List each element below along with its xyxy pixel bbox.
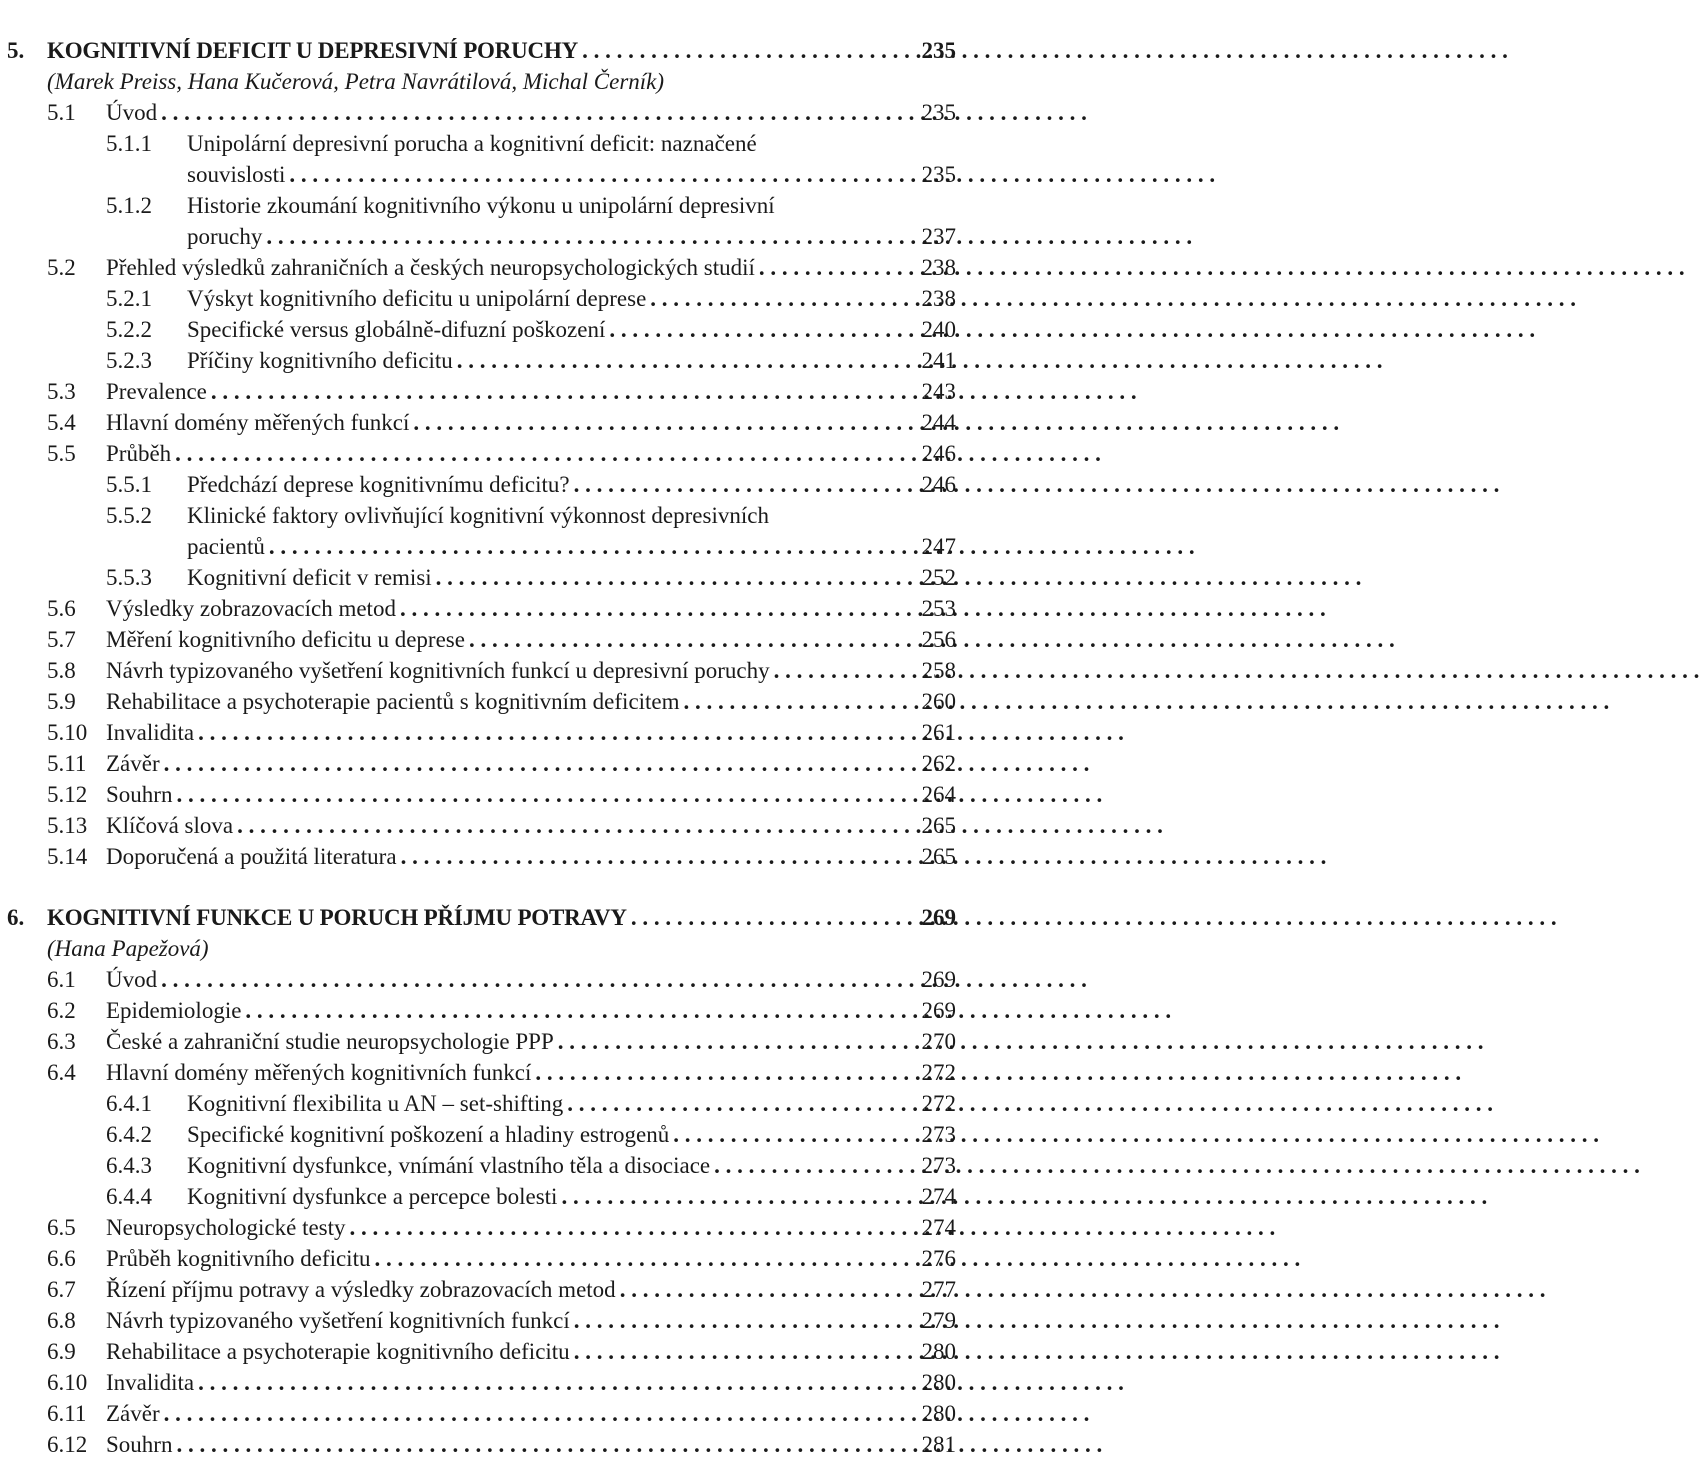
toc-entry[interactable] [0,97,960,128]
toc-entry[interactable] [0,1398,960,1429]
chapter-authors: (Marek Preiss, Hana Kučerová, Petra Navrátilová, Michal Černík) [47,69,665,94]
dot-leader [535,1057,917,1088]
toc-entry-title: poruchy [187,224,263,249]
toc-entry-number: 5.5.1 [106,472,152,497]
toc-page-number: 238 [921,255,956,280]
toc-entry-title: Prevalence [106,379,207,404]
toc-entry-number: 6.8 [47,1308,76,1333]
toc-entry[interactable] [0,1026,960,1057]
dot-leader [198,717,917,748]
toc-entry[interactable] [0,655,960,686]
toc-entry-title: Neuropsychologické testy [106,1215,346,1240]
toc-entry-number: 5.6 [47,596,76,621]
toc-entry-number: 6. [7,905,25,930]
toc-page-number: 265 [921,844,956,869]
toc-entry[interactable] [0,1305,960,1336]
dot-leader [175,438,917,469]
toc-page-number: 276 [921,1246,956,1271]
dot-leader [620,1274,918,1305]
toc-entry-number: 5.9 [47,689,76,714]
toc-entry-number: 6.6 [47,1246,76,1271]
toc-entry-number: 6.12 [47,1432,88,1457]
toc-entry-title: Příčiny kognitivního deficitu [187,348,453,373]
toc-entry-title: Závěr [106,751,160,776]
toc-entry[interactable] [0,1274,960,1305]
dot-leader [714,1150,917,1181]
toc-page-number: 253 [921,596,956,621]
toc-entry-title: Souhrn [106,1432,173,1457]
toc-entry-number: 6.4.1 [106,1091,152,1116]
toc-entry[interactable] [0,624,960,655]
toc-entry-title: Závěr [106,1401,160,1426]
toc-entry-title: Výskyt kognitivního deficitu u unipolární deprese [187,286,647,311]
toc-entry[interactable] [0,314,960,345]
toc-entry[interactable] [0,159,960,190]
toc-entry-title: Návrh typizovaného vyšetření kognitivních funkcí [106,1308,570,1333]
toc-page-number: 280 [921,1339,956,1364]
toc-entry[interactable] [0,531,960,562]
toc-entry-title: Rehabilitace a psychoterapie kognitivního deficitu [106,1339,570,1364]
toc-entry-title: Hlavní domény měřených funkcí [106,410,410,435]
toc-page-number: 269 [921,967,956,992]
toc-page-number: 246 [921,472,956,497]
dot-leader [269,531,918,562]
toc-entry[interactable] [0,128,960,159]
toc-entry-number: 5.1.1 [106,131,152,156]
toc-entry-number: 5.4 [47,410,76,435]
dot-leader [684,686,918,717]
toc-page-number: 273 [921,1153,956,1178]
toc-entry[interactable] [0,1150,960,1181]
toc-entry[interactable] [0,779,960,810]
toc-entry-number: 6.5 [47,1215,76,1240]
toc-entry-title: souvislosti [187,162,286,187]
toc-entry[interactable] [0,748,960,779]
toc-entry-title: Specifické kognitivní poškození a hladiny estrogenů [187,1122,670,1147]
toc-entry-number: 5.10 [47,720,88,745]
toc-page-number: 281 [921,1432,956,1457]
dot-leader [350,1212,918,1243]
dot-leader [176,1429,917,1460]
toc-page-number: 246 [921,441,956,466]
toc-entry-number: 6.4.2 [106,1122,152,1147]
toc-entry-title: Klíčová slova [106,813,234,838]
toc-entry-title: Výsledky zobrazovacích metod [106,596,396,621]
dot-leader [161,97,917,128]
toc-page-number: 264 [921,782,956,807]
dot-leader [457,345,918,376]
toc-entry[interactable] [0,593,960,624]
toc-entry-title: Návrh typizovaného vyšetření kognitivních funkcí u depresivní poruchy [106,658,770,683]
dot-leader [567,1088,917,1119]
toc-page-number: 244 [921,410,956,435]
toc-page-number: 280 [921,1401,956,1426]
toc-page-number: 235 [921,162,956,187]
toc-page-number: 270 [921,1029,956,1054]
dot-leader [164,748,918,779]
toc-page-number: 243 [921,379,956,404]
toc-entry-number: 5.5.3 [106,565,152,590]
toc-page-number: 279 [921,1308,956,1333]
toc-entry-number: 5.14 [47,844,88,869]
toc-entry-title: Předchází deprese kognitivnímu deficitu? [187,472,570,497]
toc-entry-title: Přehled výsledků zahraničních a českých neuropsychologických studií [106,255,755,280]
dot-leader [469,624,918,655]
toc-entry[interactable] [0,995,960,1026]
dot-leader [609,314,917,345]
toc-page-number: 235 [921,38,956,63]
toc-entry-title: Invalidita [106,720,195,745]
toc-entry-title: pacientů [187,534,265,559]
toc-entry[interactable] [0,1367,960,1398]
toc-page-number: 235 [921,100,956,125]
dot-leader [401,841,918,872]
dot-leader [673,1119,917,1150]
toc-entry[interactable] [0,469,960,500]
toc-page-number: 258 [921,658,956,683]
toc-entry-title: Invalidita [106,1370,195,1395]
toc-page-number: 280 [921,1370,956,1395]
dot-leader [650,283,917,314]
chapter-authors: (Hana Papežová) [47,936,209,961]
toc-entry-title: Rehabilitace a psychoterapie pacientů s kognitivním deficitem [106,689,680,714]
toc-entry-title: Úvod [106,100,158,125]
dot-leader [774,655,918,686]
toc-page-number: 238 [921,286,956,311]
toc-page-number: 237 [921,224,956,249]
toc-entry-title: KOGNITIVNÍ DEFICIT U DEPRESIVNÍ PORUCHY [47,38,579,63]
toc-page-number: 261 [921,720,956,745]
toc-entry[interactable] [0,1088,960,1119]
toc-entry[interactable] [0,438,960,469]
toc-entry-number: 5.7 [47,627,76,652]
toc-page-number: 262 [921,751,956,776]
toc-page-number: 277 [921,1277,956,1302]
toc-entry-title: Epidemiologie [106,998,242,1023]
toc-entry-title: KOGNITIVNÍ FUNKCE U PORUCH PŘÍJMU POTRAVY [47,905,627,930]
toc-entry[interactable] [0,1119,960,1150]
toc-entry-title: Historie zkoumání kognitivního výkonu u unipolární depresivní [187,193,775,218]
toc-page-number: 247 [921,534,956,559]
dot-leader [198,1367,917,1398]
toc-entry[interactable] [0,221,960,252]
dot-leader [413,407,917,438]
dot-leader [574,1336,918,1367]
toc-entry[interactable] [0,500,960,531]
toc-entry-number: 6.4.4 [106,1184,152,1209]
toc-entry-title: Průběh [106,441,172,466]
dot-leader [561,1181,917,1212]
dot-leader [211,376,918,407]
toc-entry-title: Kognitivní deficit v remisi [187,565,432,590]
dot-leader [631,902,918,933]
toc-chapter-heading[interactable] [0,902,960,933]
toc-entry[interactable] [0,376,960,407]
toc-entry-title: Hlavní domény měřených kognitivních funkcí [106,1060,532,1085]
toc-entry[interactable] [0,252,960,283]
toc-entry[interactable] [0,1212,960,1243]
toc-page-number: 252 [921,565,956,590]
dot-leader [436,562,918,593]
toc-page-number: 274 [921,1215,956,1240]
toc-entry[interactable] [0,190,960,221]
toc-entry-title: Měření kognitivního deficitu u deprese [106,627,465,652]
dot-leader [400,593,918,624]
toc-entry[interactable] [0,283,960,314]
toc-entry-title: Kognitivní flexibilita u AN – set-shifting [187,1091,564,1116]
toc-entry[interactable] [0,345,960,376]
toc-entry-number: 6.7 [47,1277,76,1302]
toc-entry-title: Kognitivní dysfunkce, vnímání vlastního těla a disociace [187,1153,711,1178]
toc-entry[interactable] [0,841,960,872]
toc-entry-title: Klinické faktory ovlivňující kognitivní výkonnost depresivních [187,503,769,528]
toc-entry[interactable] [0,1057,960,1088]
toc-entry-number: 5.3 [47,379,76,404]
toc-entry[interactable] [0,562,960,593]
toc-entry-number: 5.11 [47,751,87,776]
toc-entry-number: 6.2 [47,998,76,1023]
toc-entry-title: Doporučená a použitá literatura [106,844,397,869]
toc-entry-title: Souhrn [106,782,173,807]
dot-leader [574,1305,918,1336]
toc-entry-title: České a zahraniční studie neuropsychologie PPP [106,1029,554,1054]
toc-entry-number: 5.5.2 [106,503,152,528]
toc-page-number: 269 [921,998,956,1023]
toc-entry[interactable] [0,810,960,841]
dot-leader [558,1026,918,1057]
toc-entry[interactable] [0,686,960,717]
toc-entry-number: 5.2.3 [106,348,152,373]
toc-entry-number: 6.4.3 [106,1153,152,1178]
toc-entry-number: 6.10 [47,1370,88,1395]
dot-leader [164,1398,918,1429]
dot-leader [582,35,917,66]
toc-entry-title: Řízení příjmu potravy a výsledky zobrazovacích metod [106,1277,616,1302]
dot-leader [374,1243,917,1274]
toc-entry-title: Specifické versus globálně-difuzní poškození [187,317,606,342]
toc-page-number: 241 [921,348,956,373]
dot-leader [245,995,917,1026]
toc-authors-line [0,933,960,964]
toc-entry[interactable] [0,717,960,748]
dot-leader [574,469,918,500]
toc-entry-title: Úvod [106,967,158,992]
toc-page-number: 272 [921,1060,956,1085]
toc-page-number: 240 [921,317,956,342]
toc-entry-title: Průběh kognitivního deficitu [106,1246,371,1271]
toc-page-number: 272 [921,1091,956,1116]
toc-page-number: 256 [921,627,956,652]
toc-entry-number: 5.2 [47,255,76,280]
toc-entry-number: 5.5 [47,441,76,466]
toc-entry-number: 6.3 [47,1029,76,1054]
toc-entry[interactable] [0,1336,960,1367]
table-of-contents [0,35,960,1460]
toc-entry-number: 5.8 [47,658,76,683]
toc-entry-number: 5.13 [47,813,88,838]
toc-entry-number: 6.9 [47,1339,76,1364]
toc-entry-number: 6.11 [47,1401,87,1426]
toc-entry-title: Unipolární depresivní porucha a kognitivní deficit: naznačené [187,131,757,156]
toc-entry[interactable] [0,1429,960,1460]
toc-entry[interactable] [0,1243,960,1274]
toc-page-number: 274 [921,1184,956,1209]
toc-entry-number: 5.1.2 [106,193,152,218]
toc-entry[interactable] [0,407,960,438]
toc-entry-number: 5. [7,38,25,63]
toc-entry-number: 5.1 [47,100,76,125]
toc-authors-line [0,66,960,97]
toc-page-number: 269 [921,905,956,930]
dot-leader [176,779,917,810]
toc-entry-number: 5.2.1 [106,286,152,311]
toc-page-number: 260 [921,689,956,714]
toc-entry[interactable] [0,964,960,995]
toc-page-number: 273 [921,1122,956,1147]
toc-entry[interactable] [0,1181,960,1212]
dot-leader [289,159,917,190]
toc-page-number: 265 [921,813,956,838]
dot-leader [161,964,917,995]
toc-entry-number: 6.1 [47,967,76,992]
dot-leader [237,810,917,841]
toc-entry-number: 6.4 [47,1060,76,1085]
toc-entry-number: 5.2.2 [106,317,152,342]
toc-chapter-heading[interactable] [0,35,960,66]
toc-entry-number: 5.12 [47,782,88,807]
toc-entry-title: Kognitivní dysfunkce a percepce bolesti [187,1184,558,1209]
dot-leader [266,221,917,252]
dot-leader [759,252,918,283]
